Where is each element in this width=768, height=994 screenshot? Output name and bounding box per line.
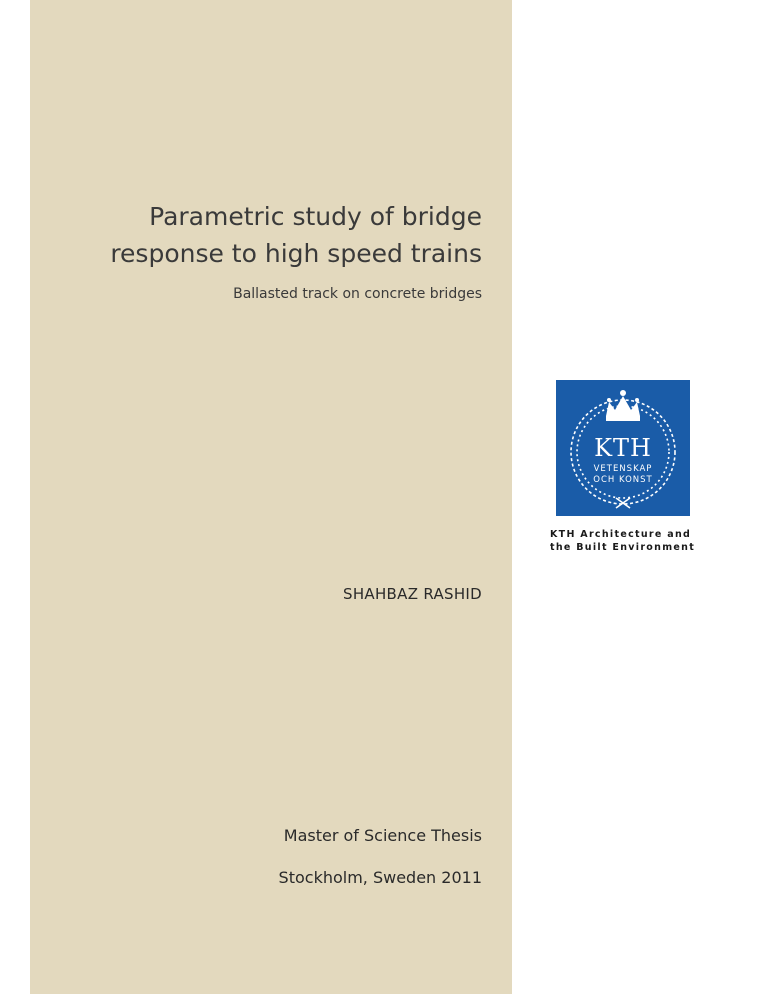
logo-motto-line-2: OCH KONST bbox=[593, 475, 653, 485]
thesis-title bbox=[42, 198, 482, 272]
author-name: SHAHBAZ RASHID bbox=[343, 585, 482, 603]
thesis-type: Master of Science Thesis bbox=[283, 826, 482, 845]
school-name bbox=[550, 528, 710, 554]
logo-acronym: KTH bbox=[594, 434, 652, 462]
school-line-2: the Built Environment bbox=[550, 542, 696, 553]
title-line-2: response to high speed trains bbox=[110, 239, 482, 268]
logo-motto-line-1: VETENSKAP bbox=[593, 464, 653, 474]
title-line-1: Parametric study of bridge bbox=[149, 202, 482, 231]
thesis-subtitle: Ballasted track on concrete bridges bbox=[233, 286, 482, 302]
kth-logo bbox=[556, 380, 690, 516]
school-line-1: KTH Architecture and bbox=[550, 529, 692, 540]
place-and-year: Stockholm, Sweden 2011 bbox=[278, 868, 482, 887]
